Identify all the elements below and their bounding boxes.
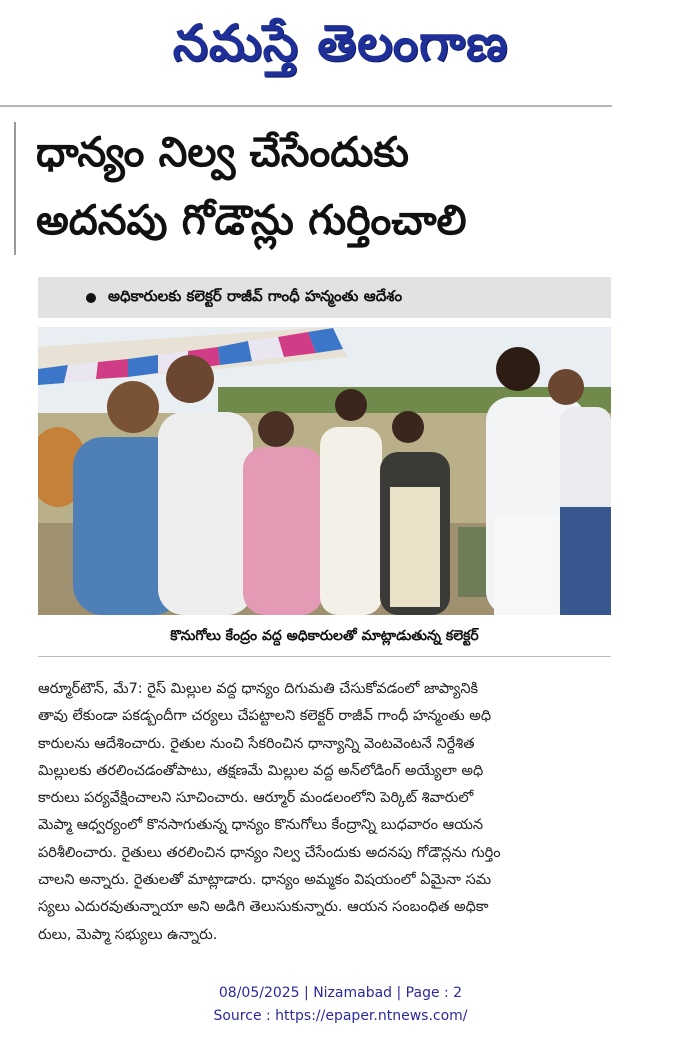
- headline-line: ధాన్యం నిల్వ చేసేందుకు: [36, 128, 409, 176]
- newspaper-logo: నమస్తే తెలంగాణ: [172, 13, 509, 72]
- caption-divider: [38, 656, 611, 657]
- article-photo: [38, 327, 611, 615]
- body-line: స్యలు ఎదురవుతున్నాయా అని అడిగి తెలుసుకున్నారు. ఆయన సంబంధిత అధికా: [38, 899, 489, 916]
- photo-caption: కొనుగోలు కేంద్రం వద్ద అధికారులతో మాట్లాడుతున్న కలెక్టర్: [170, 628, 479, 644]
- body-line: తావు లేకుండా పకడ్బందీగా చర్యలు చేపట్టాలని కలెక్టర్ రాజీవ్ గాంధీ హన్మంతు అధి: [38, 708, 492, 725]
- body-line: కారులను ఆదేశించారు. రైతుల నుంచి సేకరించిన ధాన్యాన్ని వెంటవెంటనే నిర్దేశిత: [38, 735, 475, 752]
- masthead-divider: [0, 105, 612, 107]
- photo-illustration: [38, 327, 611, 615]
- page-footer: [0, 982, 681, 1028]
- footer-source-line: Source : https://epaper.ntnews.com/: [213, 1008, 468, 1024]
- article-subhead: [38, 277, 611, 318]
- bullet-icon: [86, 293, 96, 303]
- article-headline: [36, 118, 616, 254]
- body-line: రులు, మెప్మా సభ్యులు ఉన్నారు.: [38, 926, 218, 943]
- body-line: కారులు పర్యవేక్షించాలని సూచించారు. ఆర్మూర్ మండలంలోని పెర్కిట్ శివారులో: [38, 790, 474, 807]
- subhead-text: అధికారులకు కలెక్టర్ రాజీవ్ గాంధీ హన్మంతు ఆదేశం: [108, 286, 403, 305]
- headline-line: అదనపు గోడౌన్లు గుర్తించాలి: [36, 196, 467, 244]
- body-line: ఆర్మూర్‌టౌన్, మే7: రైస్ మిల్లుల వద్ద ధాన్యం దిగుమతి చేసుకోవడంలో జాప్యానికి: [38, 681, 479, 697]
- masthead: [0, 0, 681, 100]
- body-line: పరిశీలించారు. రైతులు తరలించిన ధాన్యం నిల్వ చేసేందుకు అదనపు గోడౌన్లను గుర్తిం: [38, 844, 501, 861]
- body-line: మెప్మా ఆధ్వర్యంలో కొనసాగుతున్న ధాన్యం కొనుగోలు కేంద్రాన్ని బుధవారం ఆయన: [38, 817, 484, 834]
- body-line: చాలని అన్నారు. రైతులతో మాట్లాడారు. ధాన్యం అమ్మకం విషయంలో ఏమైనా సమ: [38, 872, 492, 889]
- article-body: [38, 676, 611, 949]
- headline-side-rule: [14, 122, 16, 255]
- footer-edition-line: 08/05/2025 | Nizamabad | Page : 2: [218, 985, 463, 1001]
- body-line: మిల్లులకు తరలించడంతోపాటు, తక్షణమే మిల్లుల వద్ద అన్‌లోడింగ్ అయ్యేలా అధి: [38, 762, 484, 779]
